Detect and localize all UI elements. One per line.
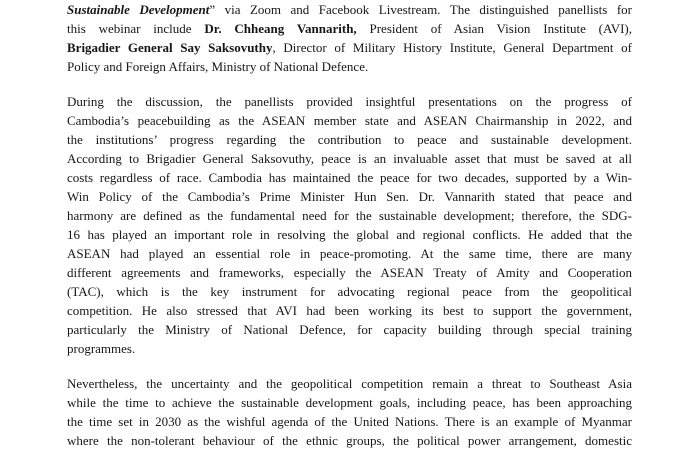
text-segment-bold: Dr. Chheang Vannarith, [204,21,357,36]
text-segment-regular: different agreements and frameworks, especially the ASEAN Treaty of Amity and Cooperation [67,265,632,280]
text-segment-regular: the time set in 2030 as the wishful agenda of the United Nations. There is an example of Myanmar [67,414,632,429]
text-line [67,92,632,111]
text-line [67,130,632,149]
text-segment-regular: costs regardless of race. Cambodia has maintained the peace for two decades, supported by a Win- [67,170,632,185]
text-line [67,225,632,244]
document-body [67,0,632,450]
text-segment-regular: , Director of Military History Institute, General Department of [272,40,632,55]
paragraph-webinar-panellists [67,0,632,76]
text-line [67,57,632,76]
text-line [67,393,632,412]
text-segment-bold-italic: Sustainable Development [67,2,210,17]
text-line [67,374,632,393]
text-line [67,301,632,320]
text-line [67,339,632,358]
text-line [67,38,632,57]
text-segment-regular: competition. He also stressed that AVI had been working its best to support the government, [67,303,632,318]
text-segment-regular: Policy and Foreign Affairs, Ministry of National Defence. [67,59,369,74]
text-segment-regular: Cambodia’s peacebuilding as the ASEAN member state and ASEAN Chairmanship in 2022, and [67,113,632,128]
text-line [67,206,632,225]
paragraph-geopolitical-outlook [67,374,632,450]
text-segment-regular: particularly the Ministry of National Defence, for capacity building through special training [67,322,632,337]
text-line [67,0,632,19]
text-segment-regular: ” via Zoom and Facebook Livestream. The distinguished panellists for [209,2,632,17]
text-segment-regular: ASEAN had played an essential role in peace-promoting. At the same time, there are many [67,246,632,261]
paragraph-discussion-summary [67,92,632,358]
text-segment-regular: harmony are defined as the fundamental need for the sustainable development; therefore, the SDG- [67,208,632,223]
text-line [67,111,632,130]
text-segment-regular: this webinar include [67,21,205,36]
text-line [67,320,632,339]
text-line [67,244,632,263]
text-segment-regular: programmes. [67,341,136,356]
text-line [67,263,632,282]
text-segment-regular: During the discussion, the panellists provided insightful presentations on the progress of [67,94,632,109]
text-line [67,412,632,431]
text-segment-bold: Brigadier General Say Saksovuthy [67,40,273,55]
text-line [67,19,632,38]
text-segment-regular: where the non-tolerant behaviour of the ethnic groups, the political power arrangement, domestic [67,433,632,448]
text-line [67,187,632,206]
text-segment-regular: (TAC), which is the key instrument for advocating regional peace from the geopolitical [67,284,632,299]
text-segment-regular: According to Brigadier General Saksovuthy, peace is an invaluable asset that must be saved at all [67,151,632,166]
text-line [67,282,632,301]
text-segment-regular: President of Asian Vision Institute (AVI), [356,21,633,36]
text-line [67,149,632,168]
text-segment-regular: Win Policy of the Cambodia’s Prime Minister Hun Sen. Dr. Vannarith stated that peace and [67,189,632,204]
text-segment-regular: 16 has played an important role in resolving the global and regional conflicts. He added that the [67,227,632,242]
text-line [67,431,632,450]
text-line [67,168,632,187]
text-segment-regular: Nevertheless, the uncertainty and the geopolitical competition remain a threat to Southeast Asia [67,376,632,391]
text-segment-regular: while the time to achieve the sustainable development goals, including peace, has been approaching [67,395,632,410]
text-segment-regular: the institutions’ progress regarding the contribution to peace and sustainable development. [67,132,632,147]
